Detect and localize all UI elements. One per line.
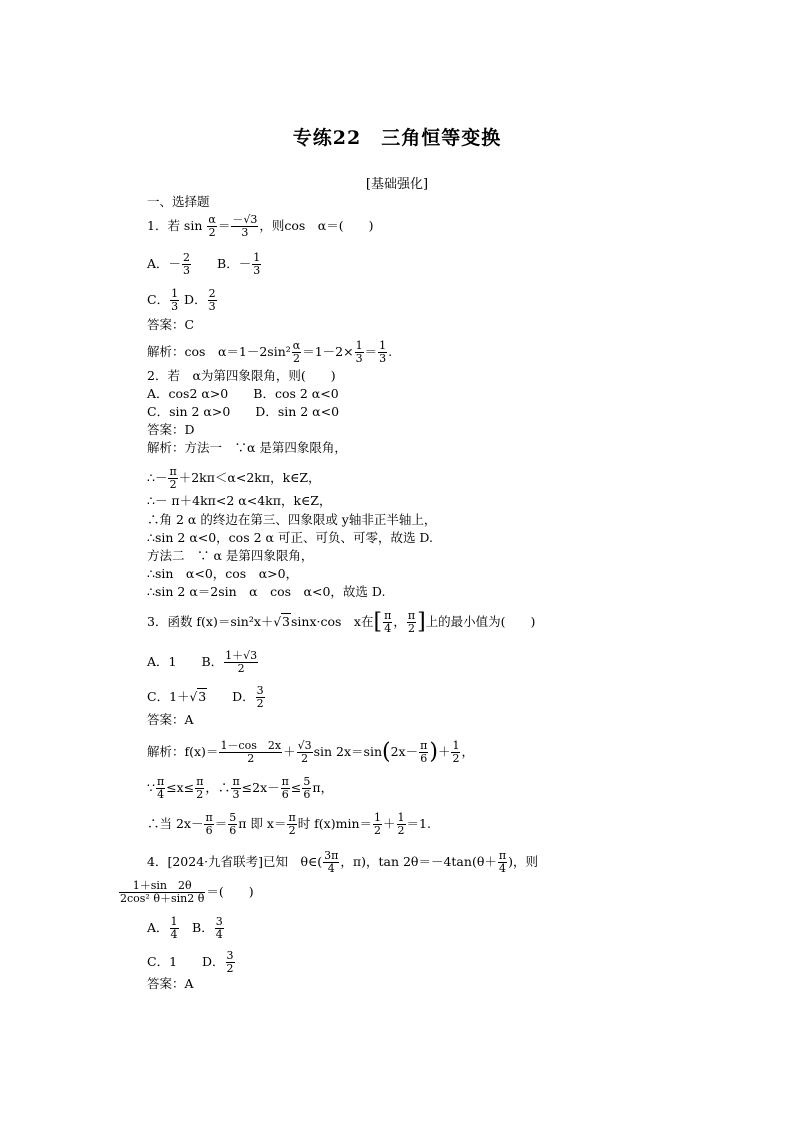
math-text: A．1 B． — [147, 654, 224, 669]
fraction — [226, 950, 235, 975]
math-text: ，∴ — [205, 780, 231, 795]
fraction-denominator: 2 — [288, 824, 296, 837]
fraction-denominator: 2 — [256, 697, 264, 710]
math-text: B．－ — [217, 256, 252, 271]
fraction-denominator: 6 — [229, 824, 237, 837]
math-text: π， — [312, 780, 334, 795]
fraction-denominator: 4 — [384, 622, 392, 635]
q2-answer: 答案：D — [147, 422, 195, 437]
math-text: C．1 D． — [147, 954, 225, 969]
math-text: ≤2x－ — [241, 780, 280, 795]
fraction-denominator: 6 — [281, 788, 289, 801]
fraction-numerator: 1 — [397, 811, 405, 824]
math-text — [192, 256, 217, 271]
fraction-numerator: 3 — [226, 949, 234, 962]
fraction — [231, 214, 258, 239]
fraction-denominator: 2 — [374, 824, 381, 837]
math-text: sin 2x＝sin — [313, 744, 383, 759]
math-text: ＝( ) — [206, 884, 254, 899]
math-text: ∴－ — [147, 470, 168, 485]
fraction-numerator: π — [169, 465, 177, 478]
math-text: D． — [180, 292, 207, 307]
fraction-denominator: 4 — [157, 788, 165, 801]
fraction — [281, 776, 290, 801]
fraction-denominator: 3 — [208, 300, 216, 313]
math-text: 3 — [198, 689, 207, 704]
fraction — [397, 812, 406, 837]
fraction-numerator: 1＋√3 — [225, 649, 258, 662]
math-text: 解析：cos α＝1－2sin² — [147, 344, 291, 359]
math-text: ( — [382, 739, 391, 765]
fraction-denominator: 4 — [170, 928, 178, 941]
math-text: ∴当 2x－ — [147, 816, 204, 831]
q4-answer: 答案：A — [147, 976, 194, 991]
fraction — [407, 610, 416, 635]
fraction — [215, 916, 224, 941]
page-title: 专练22 三角恒等变换 — [292, 127, 502, 149]
fraction — [373, 812, 382, 837]
math-text: 时 f(x)min＝ — [297, 816, 372, 831]
fraction-numerator: π — [196, 775, 204, 788]
fraction-denominator: 2 — [196, 788, 204, 801]
fraction — [208, 288, 217, 313]
fraction — [170, 916, 179, 941]
q3-analysis-line1 — [147, 740, 474, 765]
fraction — [224, 650, 258, 675]
fraction-numerator: 2 — [183, 251, 191, 264]
fraction-numerator: 1 — [355, 339, 363, 352]
fraction-denominator: 2 — [169, 478, 177, 491]
q3-answer: 答案：A — [147, 712, 194, 727]
fraction — [219, 740, 282, 765]
fraction-numerator: 1 — [253, 251, 261, 264]
math-text: ) — [429, 739, 438, 765]
q2-analysis-line6: 方法二 ∵ α 是第四象限角， — [147, 548, 314, 563]
math-text: . — [388, 344, 393, 359]
fraction-numerator: α — [208, 213, 216, 226]
fraction-denominator: 6 — [303, 788, 311, 801]
q2-analysis-line2 — [147, 466, 321, 491]
math-text: ] — [417, 609, 426, 635]
fraction — [228, 812, 237, 837]
math-text: ≤x≤ — [166, 780, 195, 795]
fraction-numerator: 1 — [171, 287, 179, 300]
fraction-denominator: 3 — [232, 788, 240, 801]
fraction-numerator: π — [232, 775, 240, 788]
q3-stem — [147, 610, 535, 635]
fraction-numerator: π — [205, 811, 213, 824]
fraction-denominator: 3 — [355, 352, 363, 365]
fraction-numerator: π — [156, 775, 165, 788]
fraction-denominator: 2 — [407, 622, 415, 635]
q1-answer: 答案：C — [147, 317, 195, 332]
fraction-numerator: π — [498, 849, 507, 862]
q3-options-cd — [147, 685, 266, 710]
q4-expression — [118, 880, 254, 905]
fraction — [252, 252, 261, 277]
math-text: ＝1－2× — [302, 344, 354, 359]
fraction-numerator: 1 — [374, 811, 381, 824]
q1-options-ab — [147, 252, 262, 277]
fraction-denominator: 3 — [253, 264, 261, 277]
q2-analysis-line7: ∴sin α<0，cos α>0， — [147, 566, 299, 581]
fraction-numerator: 3 — [256, 684, 264, 697]
fraction-numerator: 1＋sin 2θ — [119, 880, 205, 893]
math-text: ，则cos α＝( ) — [259, 218, 374, 233]
math-text: C． — [147, 292, 170, 307]
math-text: ＝ — [217, 218, 231, 233]
math-text: 解析：f(x)＝ — [147, 744, 219, 759]
fraction-numerator: π — [407, 609, 416, 622]
q4-options-ab — [147, 916, 225, 941]
fraction — [498, 850, 507, 875]
fraction — [156, 776, 165, 801]
math-text: ， — [461, 744, 474, 759]
fraction-denominator: 2 — [301, 752, 309, 765]
fraction-denominator: 6 — [205, 824, 213, 837]
math-text: 1．若 sin — [147, 218, 207, 233]
fraction — [207, 214, 216, 239]
fraction-numerator: π — [420, 739, 428, 752]
math-text: √ — [189, 690, 198, 704]
math-text: √ — [273, 615, 282, 629]
math-text: 3 — [282, 614, 290, 629]
fraction — [383, 610, 392, 635]
math-text: 3．函数 f(x)＝sin²x＋ — [147, 614, 274, 629]
fraction-denominator: 4 — [215, 928, 223, 941]
math-text: ≤ — [290, 780, 302, 795]
math-text: [ — [373, 609, 383, 635]
fraction — [231, 776, 240, 801]
q1-analysis — [147, 340, 392, 365]
fraction-numerator: 5 — [229, 811, 237, 824]
fraction-numerator: 5 — [303, 775, 311, 788]
math-text: ＝ — [214, 816, 228, 831]
q2-options-cd: C．sin 2 α>0 D．sin 2 α<0 — [147, 404, 340, 419]
math-text: C．1＋ — [147, 689, 190, 704]
fraction — [451, 740, 460, 765]
fraction-numerator: √3 — [297, 739, 312, 752]
fraction-denominator: 2 — [208, 226, 216, 239]
fraction — [168, 466, 177, 491]
fraction — [355, 340, 364, 365]
fraction-numerator: 3 — [215, 915, 223, 928]
fraction-numerator: 1 — [170, 915, 178, 928]
math-text: sinx·cos x在 — [291, 614, 374, 629]
q3-analysis-line3 — [147, 812, 431, 837]
fraction-denominator: 2 — [292, 352, 300, 365]
fraction — [302, 776, 311, 801]
math-text: ， — [393, 614, 406, 629]
math-text: D． — [207, 689, 255, 704]
math-text: )，则 — [508, 854, 538, 869]
fraction — [287, 812, 296, 837]
fraction-denominator: 6 — [420, 752, 428, 765]
q4-stem — [147, 850, 538, 875]
fraction-numerator: π — [384, 609, 392, 622]
fraction-numerator: π — [281, 775, 289, 788]
fraction-numerator: π — [288, 811, 296, 824]
section-heading: [基础强化] — [365, 177, 429, 192]
fraction — [195, 776, 204, 801]
fraction — [119, 880, 205, 905]
fraction — [292, 340, 301, 365]
fraction-denominator: 4 — [498, 862, 506, 875]
math-text: ＋ — [437, 744, 451, 759]
fraction-denominator: 2 — [226, 962, 234, 975]
q4-options-cd — [147, 950, 236, 975]
fraction — [323, 850, 339, 875]
fraction-denominator: 2cos² θ＋sin2 θ — [120, 892, 205, 905]
math-text: ，π)，tan 2θ＝－4tan(θ＋ — [340, 854, 497, 869]
fraction — [256, 685, 265, 710]
q1-stem — [147, 214, 373, 239]
q2-analysis-line3: ∴－ π＋4kπ<2 α<4kπ，k∈Z， — [147, 493, 332, 508]
fraction-numerator: －√3 — [232, 213, 258, 226]
math-text: 4．[2024·九省联考]已知 θ∈( — [147, 854, 323, 869]
math-text: B． — [179, 920, 214, 935]
fraction-denominator: 2 — [397, 824, 405, 837]
q2-analysis-line8: ∴sin 2 α＝2sin α cos α<0，故选 D. — [147, 584, 386, 599]
math-text: A． — [147, 920, 169, 935]
fraction-numerator: 1 — [452, 739, 460, 752]
fraction-denominator: 3 — [241, 226, 249, 239]
math-text: 上的最小值为( ) — [425, 614, 536, 629]
math-text: ＝1. — [406, 816, 431, 831]
math-text: π 即 x＝ — [238, 816, 287, 831]
fraction-numerator: α — [292, 339, 301, 352]
math-text: ＋2kπ＜α<2kπ，k∈Z， — [178, 470, 321, 485]
fraction — [170, 288, 179, 313]
fraction — [204, 812, 213, 837]
q2-analysis-line5: ∴sin 2 α<0，cos 2 α 可正、可负、可零，故选 D. — [147, 530, 433, 545]
fraction — [297, 740, 313, 765]
fraction-numerator: 1－cos 2x — [220, 739, 282, 752]
fraction-denominator: 2 — [247, 752, 255, 765]
math-text: ＝ — [364, 344, 378, 359]
fraction-numerator: 3π — [324, 849, 339, 862]
fraction — [182, 252, 191, 277]
fraction-denominator: 2 — [452, 752, 460, 765]
q2-analysis-line4: ∴角 2 α 的终边在第三、四象限或 y轴非正半轴上， — [147, 512, 437, 527]
fraction — [419, 740, 428, 765]
q2-stem: 2．若 α为第四象限角，则( ) — [147, 368, 336, 383]
math-text: ∵ — [147, 780, 155, 795]
fraction-denominator: 2 — [237, 662, 245, 675]
math-text: A．－ — [147, 256, 182, 271]
fraction-numerator: 2 — [208, 287, 216, 300]
q2-analysis-line1: 解析：方法一 ∵α 是第四象限角， — [147, 440, 347, 455]
math-text: ＋ — [383, 816, 396, 831]
math-text: 2x－ — [390, 744, 419, 759]
fraction — [378, 340, 387, 365]
fraction-denominator: 4 — [327, 862, 335, 875]
fraction-denominator: 3 — [379, 352, 387, 365]
fraction-denominator: 3 — [183, 264, 191, 277]
math-text: ＋ — [283, 744, 296, 759]
fraction-denominator: 3 — [171, 300, 179, 313]
q3-analysis-line2 — [147, 776, 333, 801]
q1-options-cd — [147, 288, 218, 313]
fraction-numerator: 1 — [379, 339, 387, 352]
q2-options-ab: A．cos2 α>0 B．cos 2 α<0 — [147, 386, 339, 401]
q3-options-ab — [147, 650, 259, 675]
part-heading: 一、选择题 — [147, 194, 210, 209]
